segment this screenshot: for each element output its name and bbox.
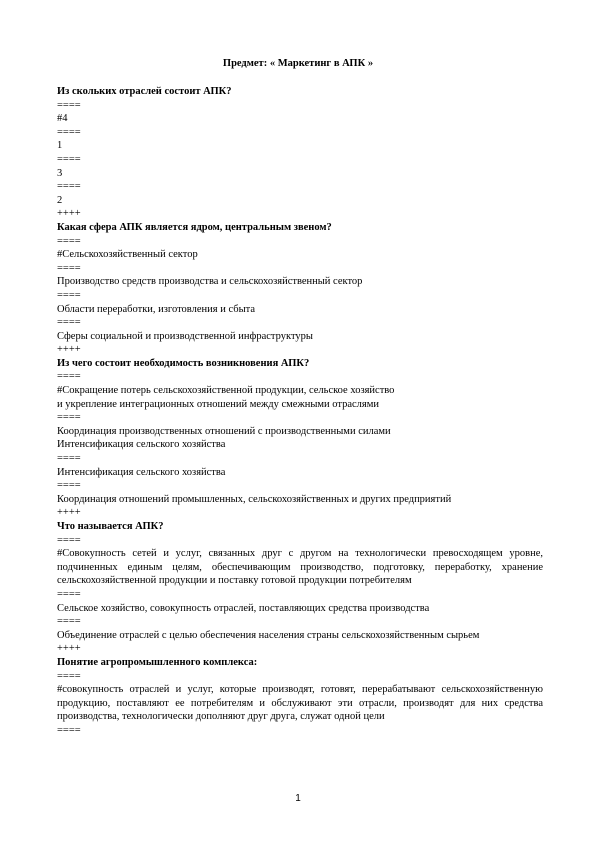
answer-line: #Совокупность сетей и услуг, связанных друг с другом на технологически превосходящем уровне, подчиненных единым целям, обеспечивающим производство, подготовку, переработку, хранение сельскохозяйственной продукции и поставку готовой продукции потребителям <box>57 548 543 587</box>
separator-line: ==== <box>57 724 81 736</box>
answer-line: Интенсификация сельского хозяйства <box>57 466 226 478</box>
separator-line: ==== <box>57 412 81 424</box>
separator-line: ==== <box>57 453 81 465</box>
separator-line: ++++ <box>57 344 81 356</box>
document-body <box>57 85 543 738</box>
answer-line: Интенсификация сельского хозяйства <box>57 439 226 451</box>
separator-line: ==== <box>57 262 81 274</box>
separator-line: ==== <box>57 235 81 247</box>
separator-line: ==== <box>57 153 81 165</box>
answer-line: Координация отношений промышленных, сельскохозяйственных и других предприятий <box>57 493 452 505</box>
question-heading: Что называется АПК? <box>57 521 164 532</box>
answer-line: 1 <box>57 140 63 152</box>
separator-line: ==== <box>57 534 81 546</box>
separator-line: ==== <box>57 616 81 628</box>
answer-line: 2 <box>57 194 63 206</box>
separator-line: ==== <box>57 588 81 600</box>
answer-line: Координация производственных отношений с производственными силами <box>57 425 391 437</box>
separator-line: ==== <box>57 371 81 383</box>
answer-line: 3 <box>57 167 63 179</box>
separator-line: ++++ <box>57 208 81 220</box>
answer-line: #Сельскохозяйственный сектор <box>57 249 198 261</box>
question-heading: Понятие агропромышленного комплекса: <box>57 656 258 668</box>
separator-line: ==== <box>57 670 81 682</box>
separator-line: ==== <box>57 181 81 193</box>
separator-line: ++++ <box>57 507 81 519</box>
document-title: Предмет: « Маркетинг в АПК » <box>222 58 374 69</box>
answer-line: Области переработки, изготовления и сбыта <box>57 303 256 315</box>
separator-line: ==== <box>57 317 81 329</box>
answer-line: Сельское хозяйство, совокупность отраслей, поставляющих средства производства <box>57 602 430 614</box>
separator-line: ++++ <box>57 643 81 655</box>
question-heading: Какая сфера АПК является ядром, центральным звеном? <box>57 221 332 233</box>
answer-line: #Сокращение потерь сельскохозяйственной продукции, сельское хозяйство <box>57 385 395 397</box>
answer-line: Производство средств производства и сельскохозяйственный сектор <box>57 276 363 288</box>
separator-line: ==== <box>57 99 81 111</box>
page-number: 1 <box>295 793 301 804</box>
separator-line: ==== <box>57 480 81 492</box>
question-heading: Из чего состоит необходимость возникновения АПК? <box>57 357 310 369</box>
answer-line: #4 <box>57 113 68 125</box>
answer-line: Сферы социальной и производственной инфраструктуры <box>57 330 313 342</box>
answer-line: Объединение отраслей с целью обеспечения населения страны сельскохозяйственным сырьем <box>57 629 480 641</box>
separator-line: ==== <box>57 126 81 138</box>
answer-line: #совокупность отраслей и услуг, которые производят, готовят, перерабатывают сельскохозяйственную продукцию, поставляют ее потребителям и обслуживают эти отрасли, производят для них средства производства, технологически дополняют друг друга, служат одной цели <box>57 684 543 723</box>
answer-line: и укрепление интеграционных отношений между смежными отраслями <box>57 398 379 410</box>
separator-line: ==== <box>57 289 81 301</box>
question-heading: Из скольких отраслей состоит АПК? <box>57 86 232 97</box>
